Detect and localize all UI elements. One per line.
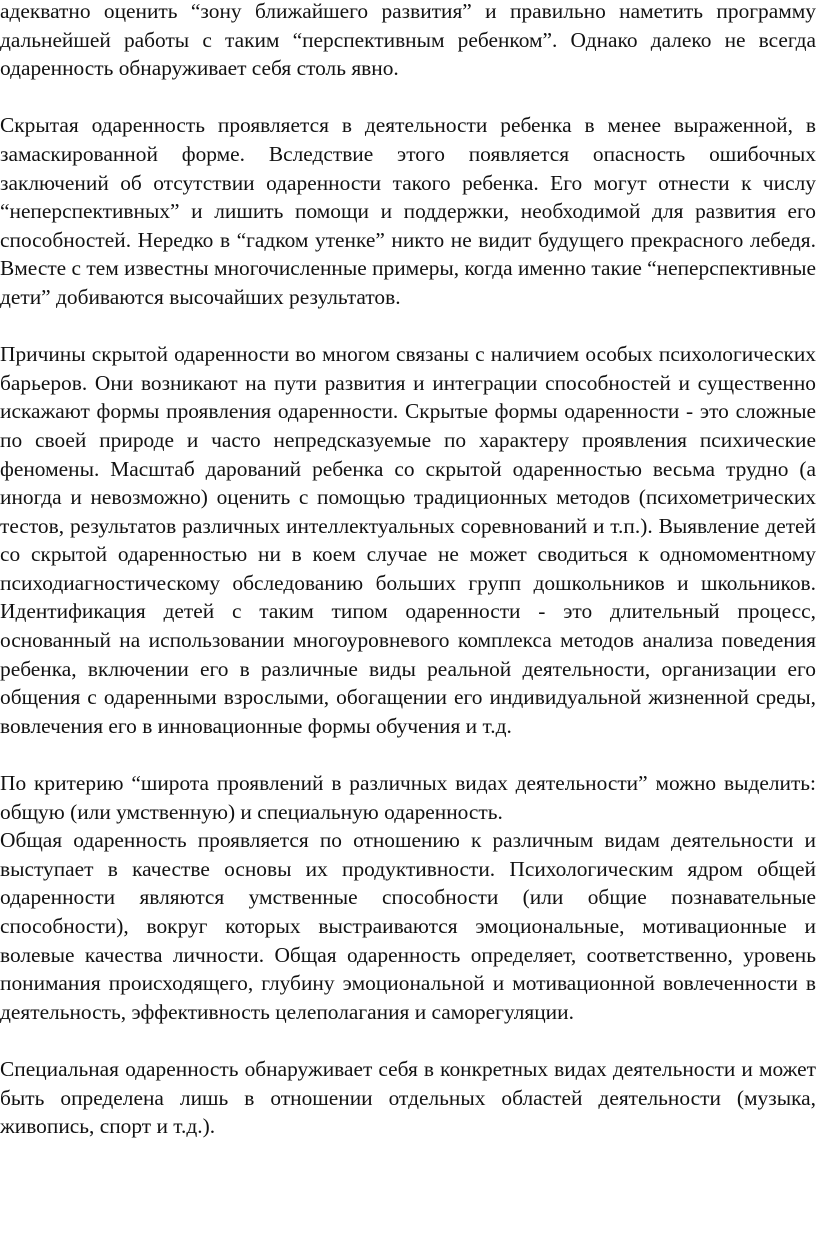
paragraph-zone-of-development: адекватно оценить “зону ближайшего развития” и правильно наметить программу дальнейшей работы с таким “перспективным ребенком”. Однако далеко не всегда одаренность обнаруживает себя столь явно. — [0, 0, 816, 81]
paragraph-general-giftedness: Общая одаренность проявляется по отношению к различным видам деятельности и выступает в качестве основы их продуктивности. Психологическим ядром общей одаренности являются умственные способности (или общие познавательные способности), вокруг которых выстраиваются эмоциональные, мотивационные и волевые качества личности. Общая одаренность определяет, соответственно, уровень понимания происходящего, глубину эмоциональной и мотивационной вовлеченности в деятельность, эффективность целеполагания и саморегуляции. — [0, 828, 816, 1024]
paragraph-breadth-criterion: По критерию “широта проявлений в различных видах деятельности” можно выделить: общую (или умственную) и специальную одаренность. — [0, 771, 816, 824]
paragraph-hidden-giftedness: Скрытая одаренность проявляется в деятельности ребенка в менее выраженной, в замаскированной форме. Вследствие этого появляется опасность ошибочных заключений об отсутствии одаренности такого ребенка. Его могут отнести к числу “неперспективных” и лишить помощи и поддержки, необходимой для развития его способностей. Нередко в “гадком утенке” никто не видит будущего прекрасного лебедя. Вместе с тем известны многочисленные примеры, когда именно такие “неперспективные дети” добиваются высочайших результатов. — [0, 113, 816, 309]
paragraph-causes-hidden-giftedness: Причины скрытой одаренности во многом связаны с наличием особых психологических барьеров. Они возникают на пути развития и интеграции способностей и существенно искажают формы проявления одаренности. Скрытые формы одаренности - это сложные по своей природе и часто непредсказуемые по характеру проявления психические феномены. Масштаб дарований ребенка со скрытой одаренностью весьма трудно (а иногда и невозможно) оценить с помощью традиционных методов (психометрических тестов, результатов различных интеллектуальных соревнований и т.п.). Выявление детей со скрытой одаренностью ни в коем случае не может сводиться к одномоментному психодиагностическому обследованию больших групп дошкольников и школьников. Идентификация детей с таким типом одаренности - это длительный процесс, основанный на использовании многоуровневого комплекса методов анализа поведения ребенка, включении его в различные виды реальной деятельности, организации его общения с одаренными взрослыми, обогащении его индивидуальной жизненной среды, вовлечения его в инновационные формы обучения и т.д. — [0, 342, 816, 738]
paragraph-special-giftedness: Специальная одаренность обнаруживает себя в конкретных видах деятельности и может быть определена лишь в отношении отдельных областей деятельности (музыка, живопись, спорт и т.д.). — [0, 1056, 816, 1139]
